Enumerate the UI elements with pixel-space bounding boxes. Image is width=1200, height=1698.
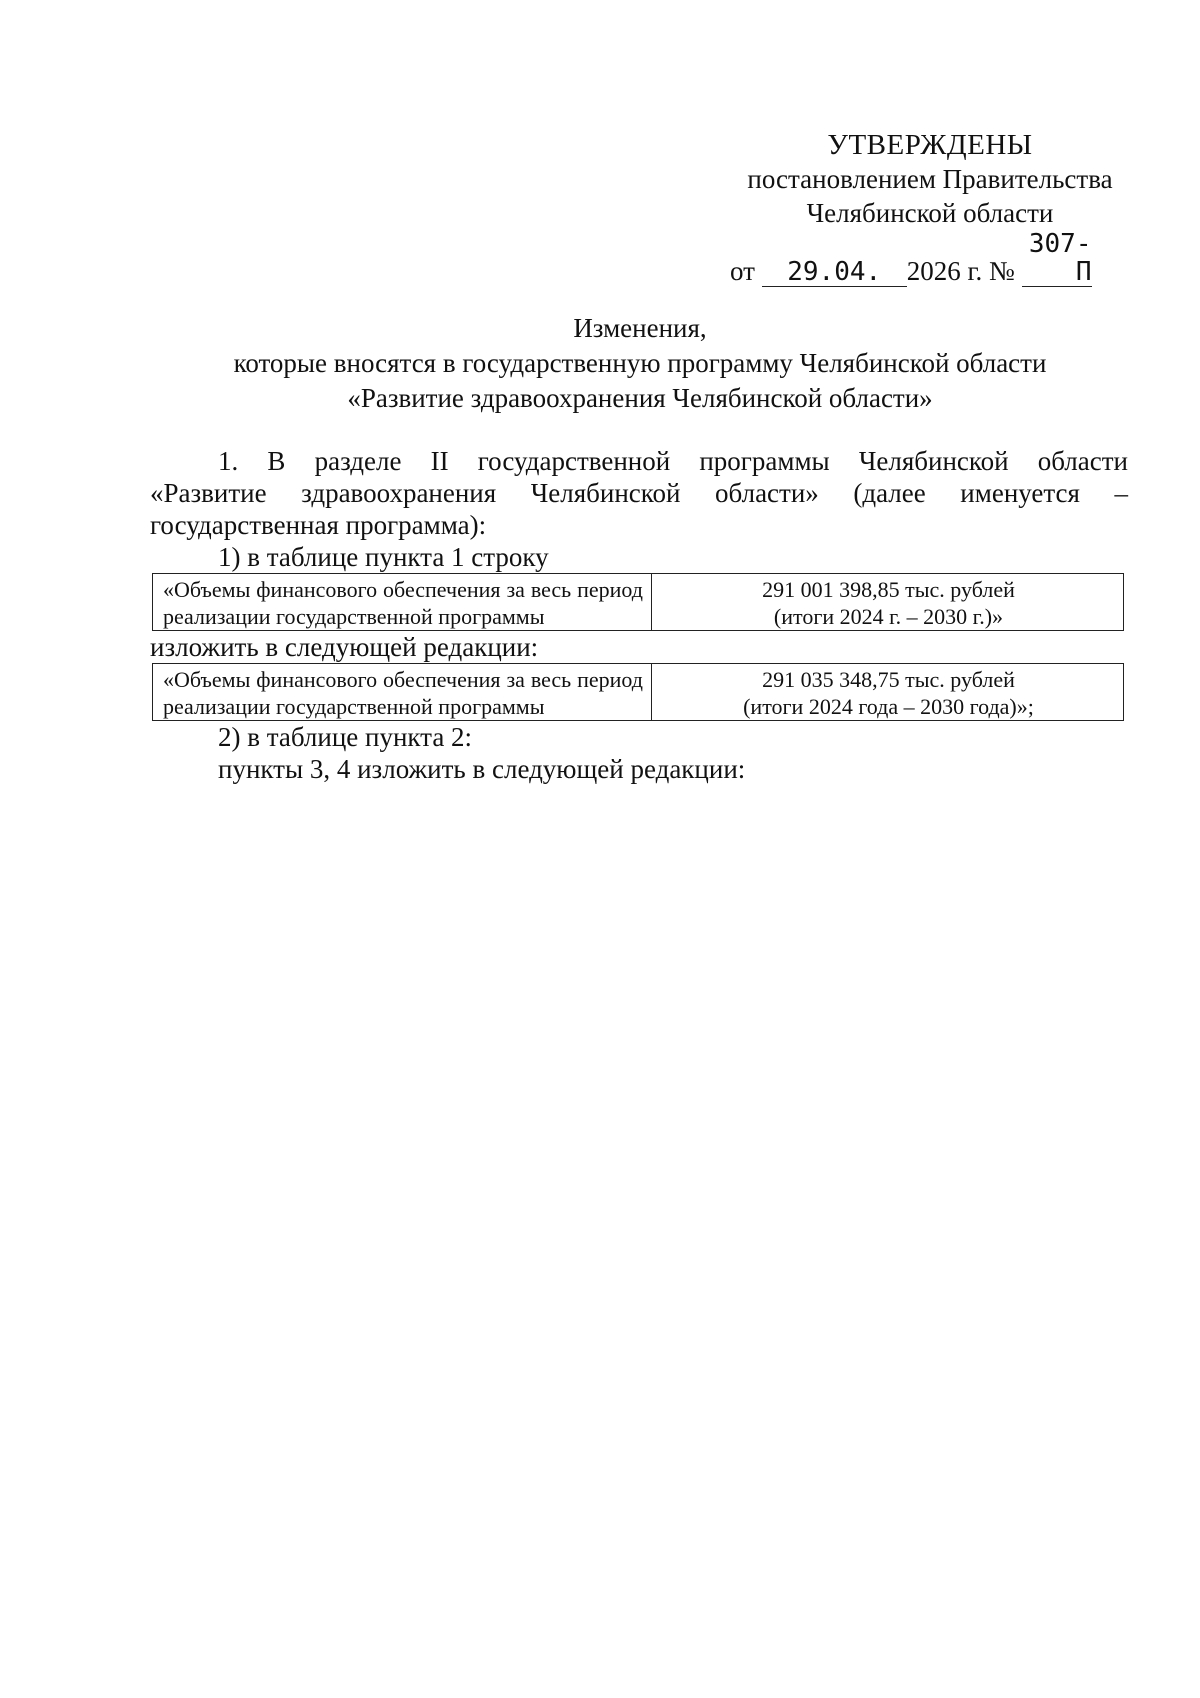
year-text: 2026 г. №: [906, 256, 1015, 286]
date-value: 29.04.: [762, 258, 907, 287]
date-prefix: от: [730, 256, 755, 286]
para1-line-2: «Развитие здравоохранения Челябинской области» (далее именуется –: [150, 478, 1128, 508]
table-new-amount: 291 035 348,75 тыс. рублей: [762, 667, 1015, 692]
document-number: 307-П: [1022, 230, 1092, 287]
approval-date-line: [720, 230, 1140, 288]
approval-stamp: [720, 128, 1140, 288]
table-old-amount: 291 001 398,85 тыс. рублей: [762, 577, 1015, 602]
table-old-right-cell: [652, 574, 1124, 631]
table-new: [152, 663, 1124, 721]
table-old-period: (итоги 2024 г. – 2030 г.)»: [773, 604, 1004, 629]
title-line-3: «Развитие здравоохранения Челябинской области»: [347, 383, 933, 413]
para1-line-3: государственная программа):: [150, 510, 487, 540]
table-new-right-cell: [652, 664, 1124, 721]
approval-line-1: постановлением Правительства: [747, 164, 1113, 194]
table-old: [152, 573, 1124, 631]
table-new-left-cell: «Объемы финансового обеспечения за весь период реализации государственной программы: [153, 664, 652, 721]
table-row: [153, 574, 1124, 631]
item-1: 1) в таблице пункта 1 строку: [218, 542, 549, 572]
table-new-period: (итоги 2024 года – 2030 года)»;: [743, 694, 1034, 719]
document-body: [150, 445, 1128, 785]
item-2: 2) в таблице пункта 2:: [218, 722, 473, 752]
approval-heading: УТВЕРЖДЕНЫ: [827, 129, 1033, 161]
title-line-2: которые вносятся в государственную программу Челябинской области: [233, 348, 1047, 378]
document-title: [150, 311, 1130, 416]
item-2-sub: пункты 3, 4 изложить в следующей редакции:: [218, 754, 746, 784]
table-old-left-cell: «Объемы финансового обеспечения за весь период реализации государственной программы: [153, 574, 652, 631]
restate-line: изложить в следующей редакции:: [150, 632, 539, 662]
table-row: [153, 664, 1124, 721]
approval-line-2: Челябинской области: [806, 198, 1054, 228]
title-line-1: Изменения,: [573, 313, 707, 343]
para1-line-1: 1. В разделе II государственной программы Челябинской области: [218, 446, 1128, 476]
